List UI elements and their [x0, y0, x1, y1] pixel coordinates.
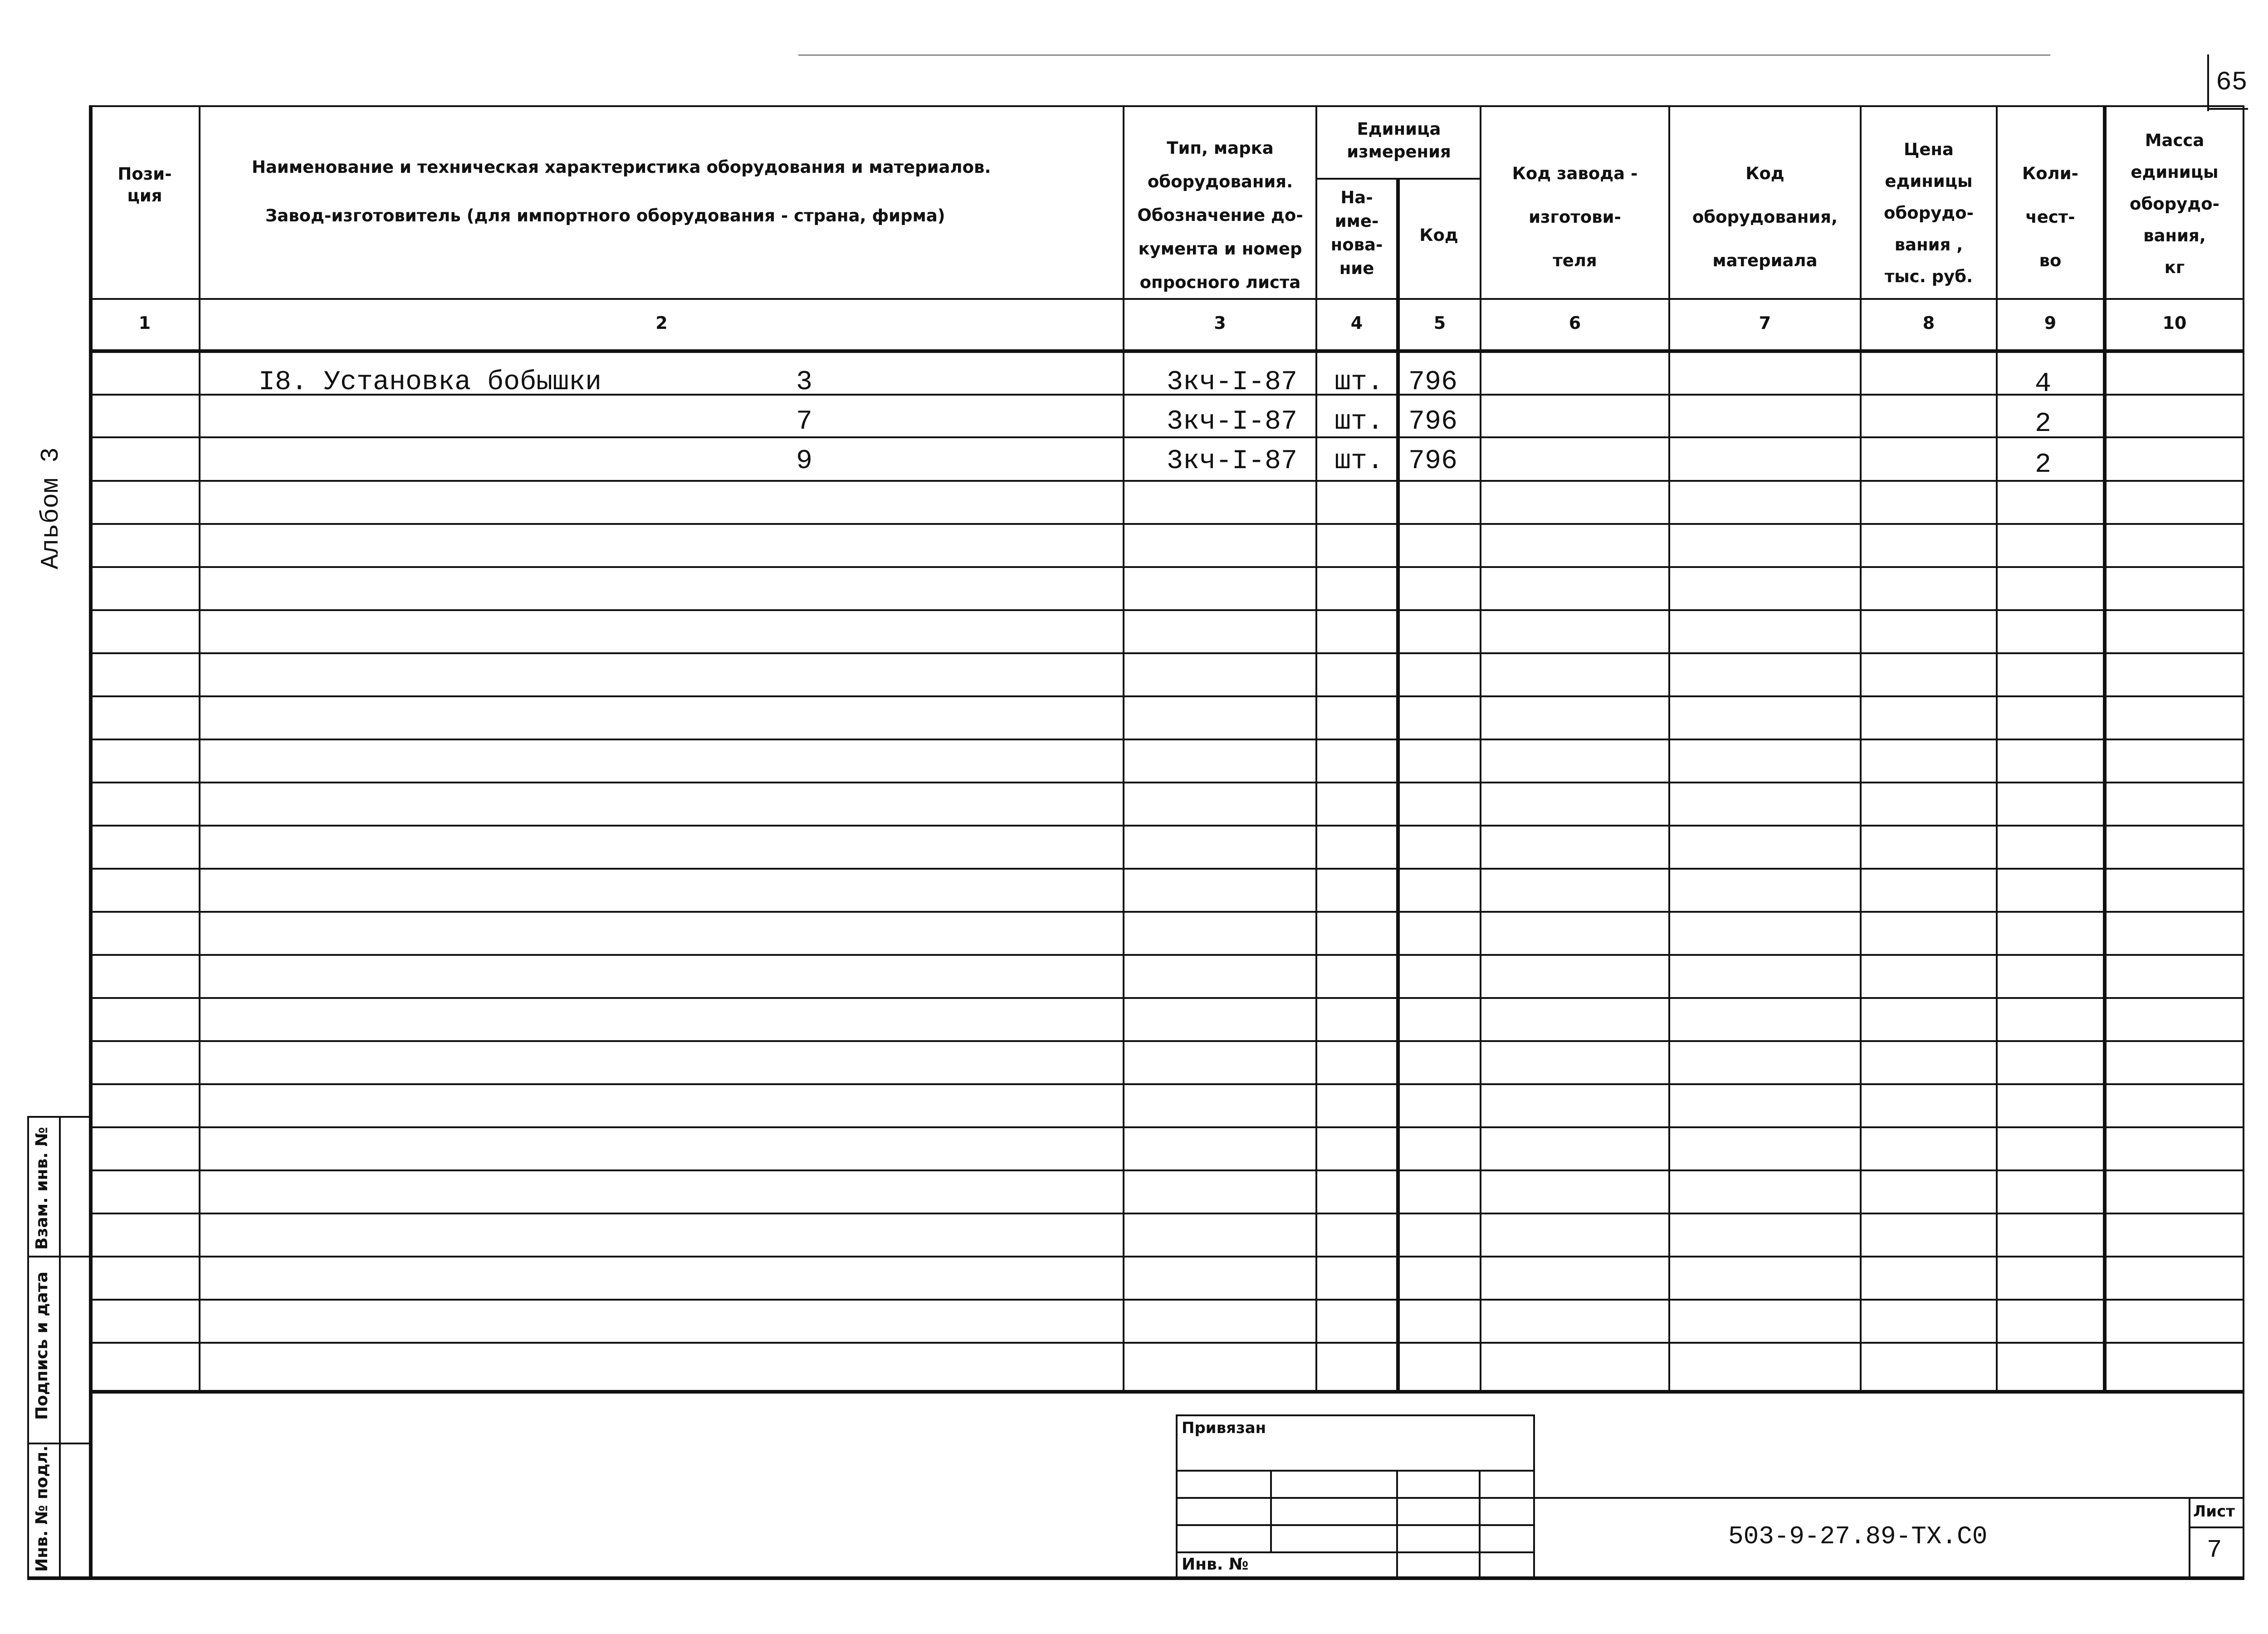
- item-quantity: 2: [2035, 450, 2052, 480]
- header-position: Пози- ция: [117, 164, 172, 205]
- inv-no-label: Инв. №: [1182, 1555, 1249, 1574]
- item-type: 3кч-I-87: [1167, 406, 1298, 437]
- page-number: 65: [2216, 68, 2248, 98]
- header-quantity: Коли- чест- во: [2022, 164, 2079, 270]
- vzam-inv-label: Взам. инв. №: [33, 1127, 51, 1250]
- item-unit-code: 796: [1408, 446, 1458, 477]
- column-number: 3: [1214, 313, 1226, 333]
- header-mass: Масса единицы оборудо- вания, кг: [2130, 131, 2219, 277]
- item-type: 3кч-I-87: [1167, 367, 1298, 398]
- item-type: 3кч-I-87: [1167, 446, 1298, 477]
- inv-podl-label: Инв. № подл.: [33, 1445, 51, 1572]
- item-variant: 3: [796, 367, 813, 398]
- column-number: 5: [1433, 313, 1446, 333]
- item-variant: 7: [796, 406, 813, 437]
- sheet-number: 7: [2207, 1536, 2222, 1565]
- column-number: 9: [2044, 313, 2057, 333]
- header-unit-group: Единица измерения: [1347, 119, 1451, 161]
- header-equipment-code: Код оборудования, материала: [1692, 164, 1838, 270]
- item-unit-code: 796: [1408, 367, 1458, 398]
- header-name-line1: Наименование и техническая характеристика оборудования и материалов.: [252, 157, 991, 177]
- item-variant: 9: [796, 446, 813, 477]
- item-unit: шт.: [1334, 367, 1384, 398]
- item-quantity: 2: [2035, 409, 2052, 440]
- column-number: 7: [1759, 313, 1771, 333]
- header-unit-code: Код: [1419, 225, 1458, 245]
- header-price: Цена единицы оборудо- вания , тыс. руб.: [1884, 140, 1974, 286]
- podpis-label: Подпись и дата: [33, 1272, 51, 1420]
- column-number: 4: [1350, 313, 1363, 333]
- item-name: I8. Установка бобышки: [259, 367, 602, 398]
- privyazan-label: Привязан: [1182, 1419, 1266, 1437]
- column-number: 10: [2162, 313, 2187, 333]
- item-unit-code: 796: [1408, 406, 1458, 437]
- column-number: 1: [138, 313, 151, 333]
- header-name-line2: Завод-изготовитель (для импортного оборудования - страна, фирма): [265, 206, 945, 225]
- header-type: Тип, марка оборудования. Обозначение до- кумента и номер опросного листа: [1137, 138, 1303, 292]
- header-factory-code: Код завода - изготови- теля: [1512, 164, 1638, 270]
- sheet-label: Лист: [2193, 1502, 2235, 1521]
- column-number: 2: [655, 313, 668, 333]
- document-code: 503-9-27.89-ТХ.С0: [1728, 1522, 1988, 1551]
- header-unit-name: На- име- нова- ние: [1330, 188, 1383, 278]
- item-quantity: 4: [2035, 369, 2052, 400]
- column-number: 8: [1922, 313, 1935, 333]
- column-number: 6: [1569, 313, 1581, 333]
- item-unit: шт.: [1334, 406, 1384, 437]
- item-unit: шт.: [1334, 446, 1384, 477]
- album-label: Альбом 3: [36, 447, 65, 569]
